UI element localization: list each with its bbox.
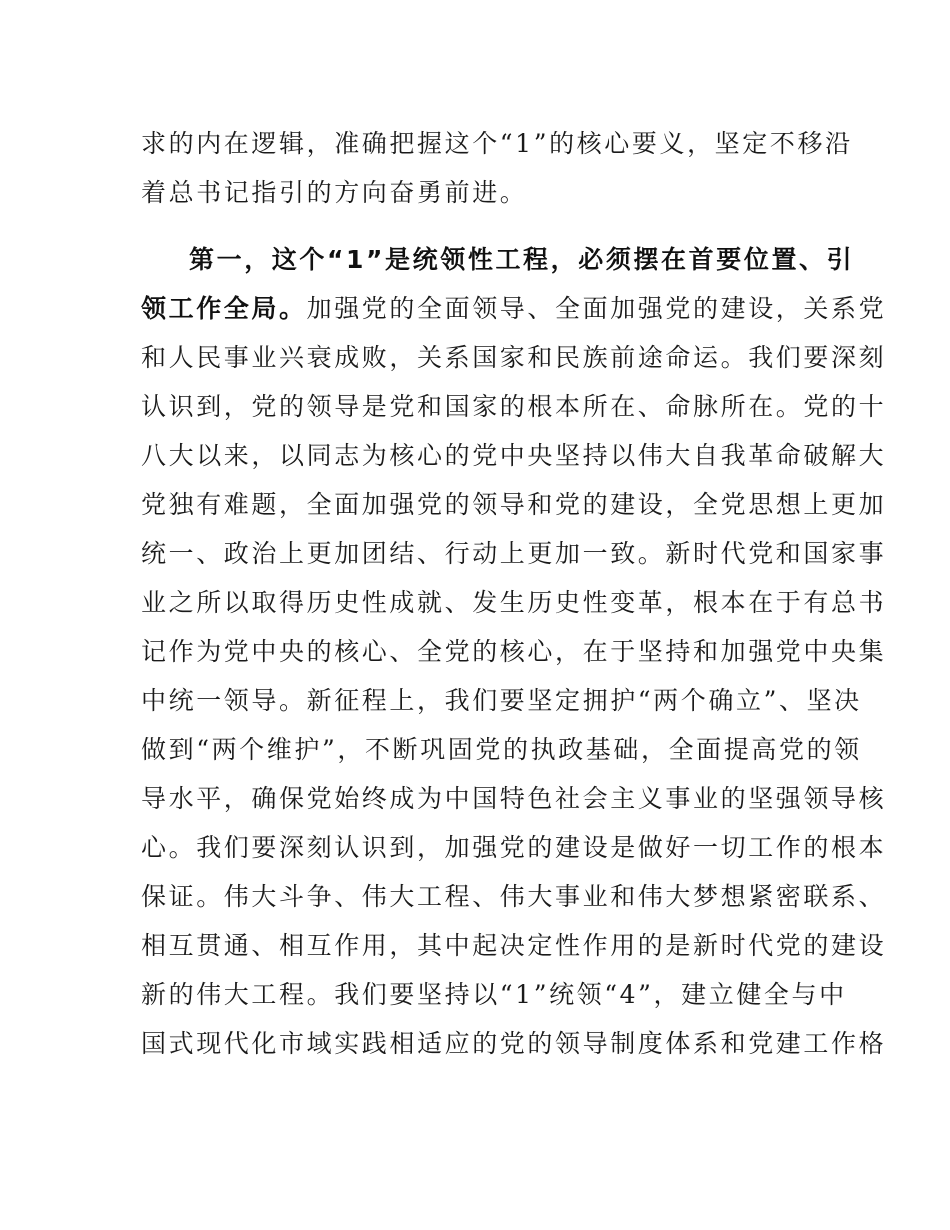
paragraph-line: 保证。伟大斗争、伟大工程、伟大事业和伟大梦想紧密联系、 [141,882,887,911]
paragraph-line: 记作为党中央的核心、全党的核心，在于坚持和加强党中央集 [141,637,887,666]
paragraph-line: 党独有难题，全面加强党的领导和党的建设，全党思想上更加 [141,490,887,519]
paragraph-line: 导水平，确保党始终成为中国特色社会主义事业的坚强领导核 [141,784,887,813]
paragraph-line: 和人民事业兴衰成败，关系国家和民族前途命运。我们要深刻 [141,343,887,372]
intro-line-1: 求的内在逻辑，准确把握这个“1”的核心要义，坚定不移沿 [141,129,853,158]
paragraph-line: 相互贯通、相互作用，其中起决定性作用的是新时代党的建设 [141,931,887,960]
paragraph-text: 加强党的全面领导、全面加强党的建设，关系党 [306,294,887,323]
paragraph-line: 做到“两个维护”，不断巩固党的执政基础，全面提高党的领 [141,735,862,764]
paragraph-line: 中统一领导。新征程上，我们要坚定拥护“两个确立”、坚决 [141,686,862,715]
section-heading-line-1: 第一，这个“1”是统领性工程，必须摆在首要位置、引 [189,245,855,274]
paragraph-line: 心。我们要深刻认识到，加强党的建设是做好一切工作的根本 [141,833,887,862]
paragraph-line: 国式现代化市域实践相适应的党的领导制度体系和党建工作格 [141,1029,887,1058]
paragraph-line: 统一、政治上更加团结、行动上更加一致。新时代党和国家事 [141,539,887,568]
paragraph-line: 新的伟大工程。我们要坚持以“1”统领“4”，建立健全与中 [141,980,847,1009]
paragraph-line: 八大以来，以同志为核心的党中央坚持以伟大自我革命破解大 [141,441,887,470]
section-heading-tail: 领工作全局。 [141,294,307,323]
section-heading-line-2 [141,289,887,329]
intro-line-2: 着总书记指引的方向奋勇前进。 [141,178,528,207]
paragraph-line: 认识到，党的领导是党和国家的根本所在、命脉所在。党的十 [141,392,887,421]
paragraph-line: 业之所以取得历史性成就、发生历史性变革，根本在于有总书 [141,588,887,617]
